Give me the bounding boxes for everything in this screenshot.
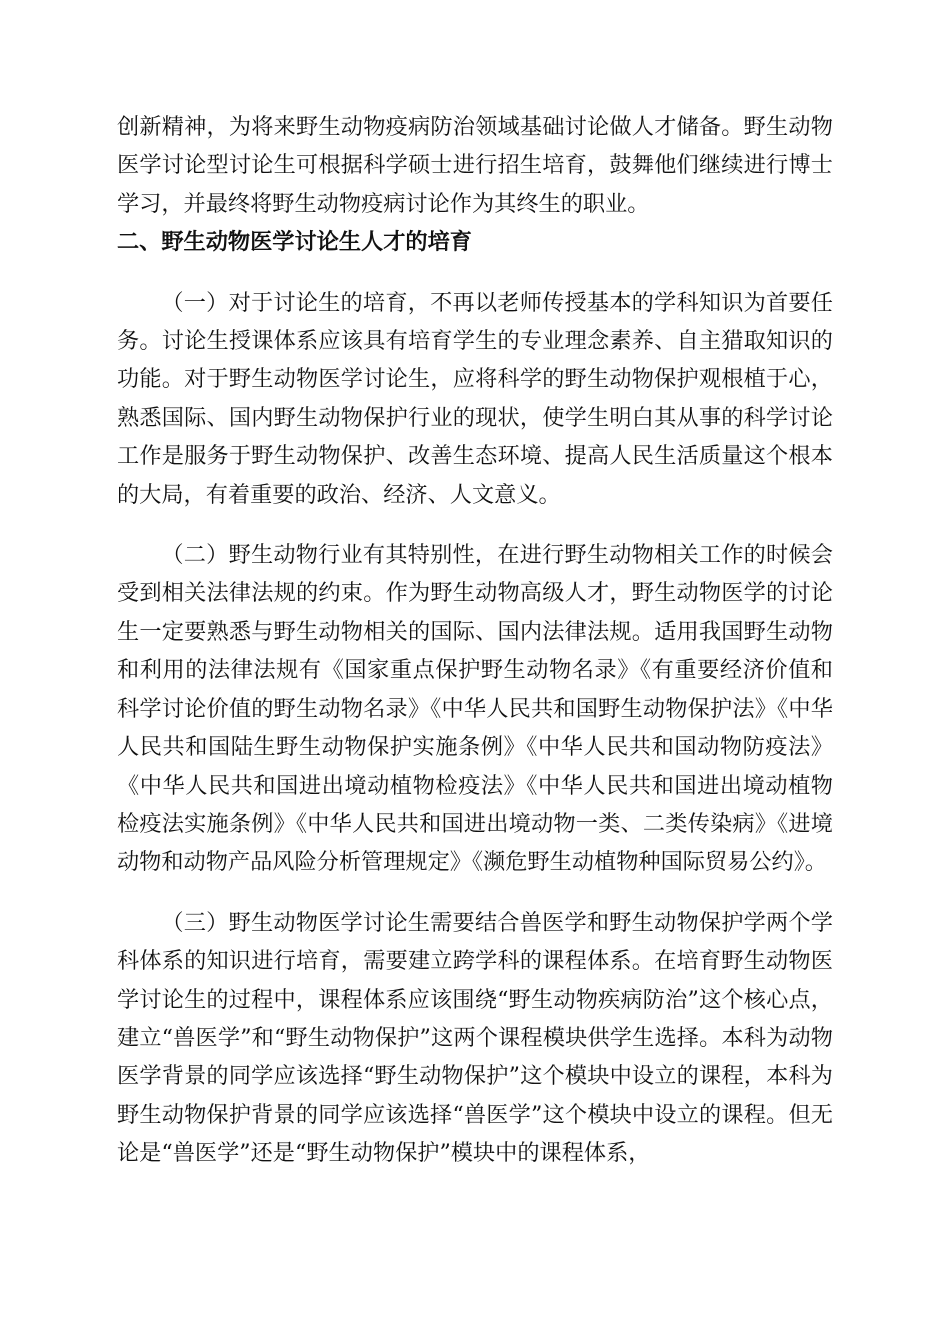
paragraph-2: （二）野生动物行业有其特别性，在进行野生动物相关工作的时候会受到相关法律法规的约束。作为野生动物高级人才，野生动物医学的讨论生一定要熟悉与野生动物相关的国际、国内法律法规。适用我国野生动物和利用的法律法规有《国家重点保护野生动物名录》《有重要经济价值和科学讨论价值的野生动物名录》《中华人民共和国野生动物保护法》《中华人民共和国陆生野生动物保护实施条例》《中华人民共和国动物防疫法》《中华人民共和国进出境动植物检疫法》《中华人民共和国进出境动植物检疫法实施条例》《中华人民共和国进出境动物一类、二类传染病》《进境动物和动物产品风险分析管理规定》《濒危野生动植物种国际贸易公约》。 bbox=[117, 542, 833, 876]
paragraph-continuation: 创新精神，为将来野生动物疫病防治领域基础讨论做人才储备。野生动物医学讨论型讨论生可根据科学硕士进行招生培育，鼓舞他们继续进行博士学习，并最终将野生动物疫病讨论作为其终生的职业。 bbox=[117, 114, 833, 217]
paragraph-1: （一）对于讨论生的培育，不再以老师传授基本的学科知识为首要任务。讨论生授课体系应该具有培育学生的专业理念素养、自主猎取知识的功能。对于野生动物医学讨论生，应将科学的野生动物保护观根植于心，熟悉国际、国内野生动物保护行业的现状，使学生明白其从事的科学讨论工作是服务于野生动物保护、改善生态环境、提高人民生活质量这个根本的大局，有着重要的政治、经济、人文意义。 bbox=[117, 289, 833, 508]
paragraph-3: （三）野生动物医学讨论生需要结合兽医学和野生动物保护学两个学科体系的知识进行培育，需要建立跨学科的课程体系。在培育野生动物医学讨论生的过程中，课程体系应该围绕“野生动物疾病防治”这个核心点，建立“兽医学”和“野生动物保护”这两个课程模块供学生选择。本科为动物医学背景的同学应该选择“野生动物保护”这个模块中设立的课程，本科为野生动物保护背景的同学应该选择“兽医学”这个模块中设立的课程。但无论是“兽医学”还是“野生动物保护”模块中的课程体系， bbox=[117, 909, 833, 1167]
document-page bbox=[117, 108, 833, 1173]
section-heading: 二、野生动物医学讨论生人才的培育 bbox=[117, 229, 472, 256]
